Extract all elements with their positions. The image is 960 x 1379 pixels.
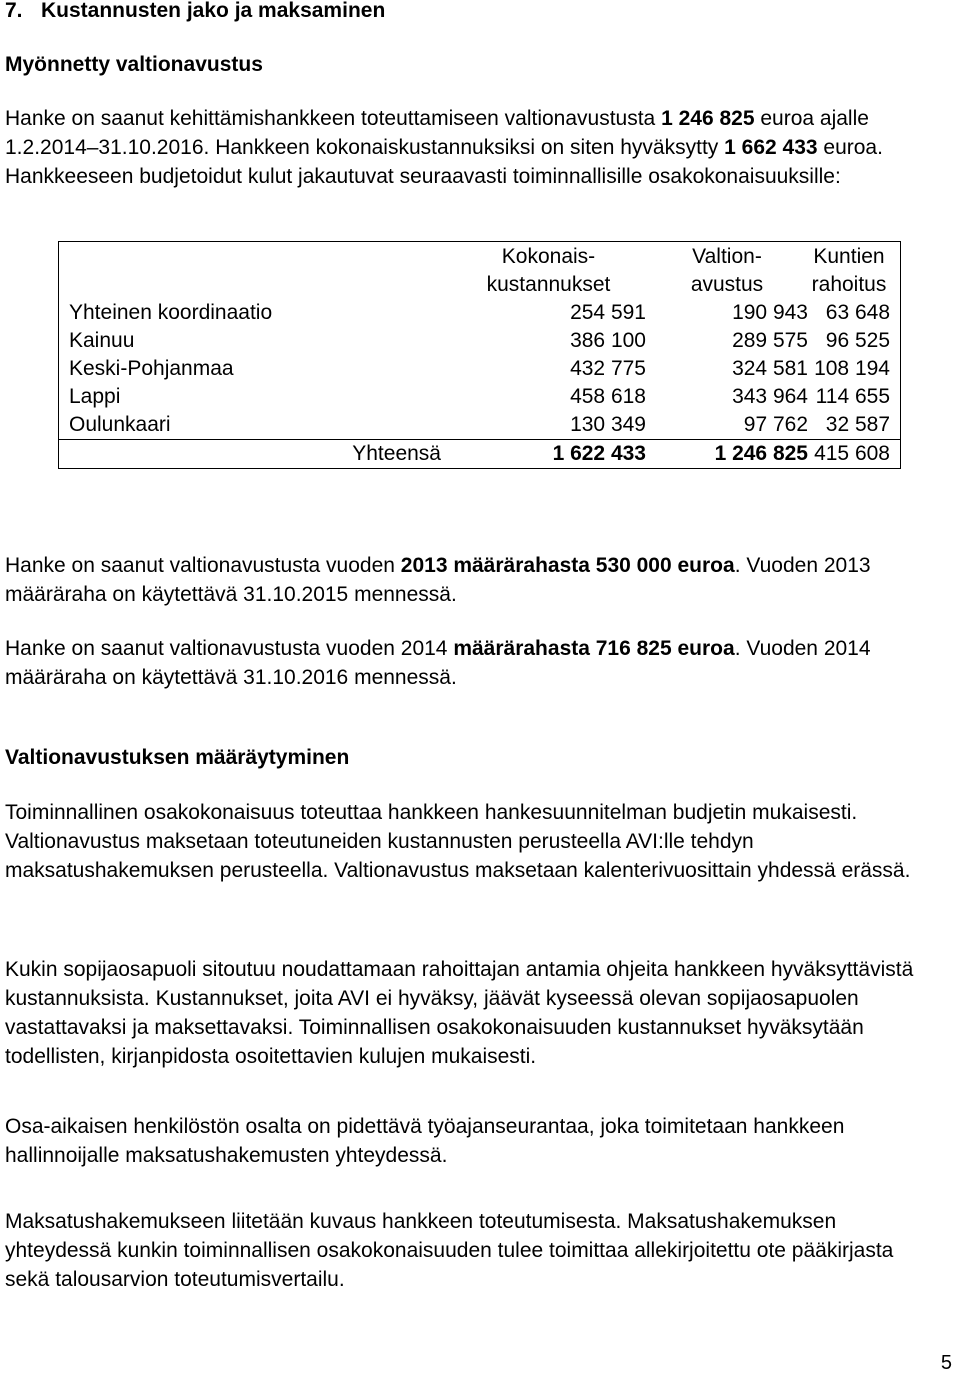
total-cost-cell: 254 591: [570, 301, 646, 324]
appropriation-2013: [5, 551, 936, 609]
total-cost-sum-cell: 1 622 433: [451, 440, 646, 469]
text-run: Hanke on saanut kehittämishankkeen toteuttamiseen valtionavustusta: [5, 107, 662, 130]
text-run: euroa. Hankkeeseen budjetoidut kulut jakautuvat seuraavasti toiminnallisille osakokonaisuuksille:: [5, 136, 883, 188]
table-row: [59, 411, 901, 440]
row-name-cell: Yhteinen koordinaatio: [69, 301, 273, 324]
appropriation-2014: [5, 634, 936, 692]
table-header-row: [59, 242, 901, 300]
granted-heading: Myönnetty valtionavustus: [5, 53, 263, 76]
page-number: 5: [940, 1352, 952, 1374]
table-header-empty: [59, 242, 452, 300]
row-name-cell: Kainuu: [69, 329, 135, 352]
table-header-total: Kokonais- kustannukset: [486, 245, 611, 296]
text-run: Hanke on saanut valtionavustusta vuoden: [5, 554, 401, 577]
bold-text-run: 1 662 433: [724, 136, 818, 159]
table-row: [59, 299, 901, 327]
bold-text-run: määrärahasta 716 825 euroa: [453, 637, 735, 660]
row-name-cell: Oulunkaari: [69, 413, 171, 436]
total-cost-cell: 432 775: [570, 357, 646, 380]
determination-heading: Valtionavustuksen määräytyminen: [5, 746, 350, 769]
bold-text-run: 1 246 825: [661, 107, 755, 130]
total-cost-cell: 130 349: [570, 413, 646, 436]
municipal-funding-cell: 32 587: [825, 413, 890, 436]
table-header-state: Valtion- avustus: [690, 245, 764, 296]
table-header-municipal: Kuntien rahoitus: [811, 245, 887, 296]
text-run: . Vuoden 2014 määräraha on käytettävä 31.10.2016 mennessä.: [5, 637, 871, 689]
text-run: Hanke on saanut valtionavustusta vuoden 2014: [5, 637, 454, 660]
state-grant-cell: 190 943: [732, 301, 808, 324]
budget-table-wrapper: [58, 241, 901, 469]
text-run: euroa ajalle 1.2.2014–31.10.2016. Hankkeen kokonaiskustannuksiksi on siten hyväksytty: [5, 107, 869, 159]
state-grant-cell: 97 762: [743, 413, 808, 436]
table-row: [59, 383, 901, 411]
determination-paragraph-1: Toiminnallinen osakokonaisuus toteuttaa hankkeen hankesuunnitelman budjetin mukaisesti. Valtionavustus maksetaan toteutuneiden kustannusten perusteella AVI:lle tehdyn maksatushakemuksen perusteella. Valtionavustus maksetaan kalenterivuosittain yhdessä erässä.: [5, 801, 911, 882]
budget-table: [58, 241, 901, 469]
determination-paragraph-4: Maksatushakemukseen liitetään kuvaus hankkeen toteutumisesta. Maksatushakemuksen yhteydessä kunkin toiminnallisen osakokonaisuuden tulee toimittaa allekirjoitettu ote pääkirjasta sekä talousarvion toteutumisvertailu.: [5, 1210, 894, 1291]
text-run: . Vuoden 2013 määräraha on käytettävä 31.10.2015 mennessä.: [5, 554, 871, 606]
total-cost-cell: 386 100: [570, 329, 646, 352]
total-label-cell: Yhteensä: [59, 440, 452, 469]
determination-paragraph-3: Osa-aikaisen henkilöstön osalta on pidettävä työajanseurantaa, joka toimitetaan hankkeen hallinnoijalle maksatushakemusten yhteydessä.: [5, 1115, 845, 1167]
state-grant-cell: 289 575: [732, 329, 808, 352]
bold-text-run: 2013 määrärahasta 530 000 euroa: [400, 554, 735, 577]
row-name-cell: Lappi: [69, 385, 121, 408]
state-grant-cell: 343 964: [732, 385, 808, 408]
table-body: [59, 299, 901, 469]
table-row: [59, 355, 901, 383]
table-row: [59, 327, 901, 355]
table-total-row: [59, 440, 901, 469]
municipal-funding-cell: 108 194: [814, 357, 890, 380]
section-number: 7.: [5, 0, 23, 22]
section-heading: [5, 0, 936, 25]
municipal-funding-cell: 63 648: [825, 301, 890, 324]
total-cost-cell: 458 618: [570, 385, 646, 408]
determination-paragraph-2: Kukin sopijaosapuoli sitoutuu noudattamaan rahoittajan antamia ohjeita hankkeen hyväksyttävistä kustannuksista. Kustannukset, joita AVI ei hyväksy, jäävät kyseessä olevan sopijaosapuolen vastattavaksi ja maksettavaksi. Toiminnallisen osakokonaisuuden kustannukset hyväksytään todellisten, kirjanpidosta osoitettavien kulujen mukaisesti.: [5, 958, 914, 1068]
granted-paragraph: [5, 104, 930, 191]
state-grant-sum-cell: 1 246 825: [646, 440, 808, 469]
municipal-funding-sum-cell: 415 608: [808, 440, 901, 469]
municipal-funding-cell: 96 525: [825, 329, 890, 352]
state-grant-cell: 324 581: [732, 357, 808, 380]
municipal-funding-cell: 114 655: [815, 385, 890, 408]
section-title: Kustannusten jako ja maksaminen: [41, 0, 386, 22]
row-name-cell: Keski-Pohjanmaa: [69, 357, 234, 380]
